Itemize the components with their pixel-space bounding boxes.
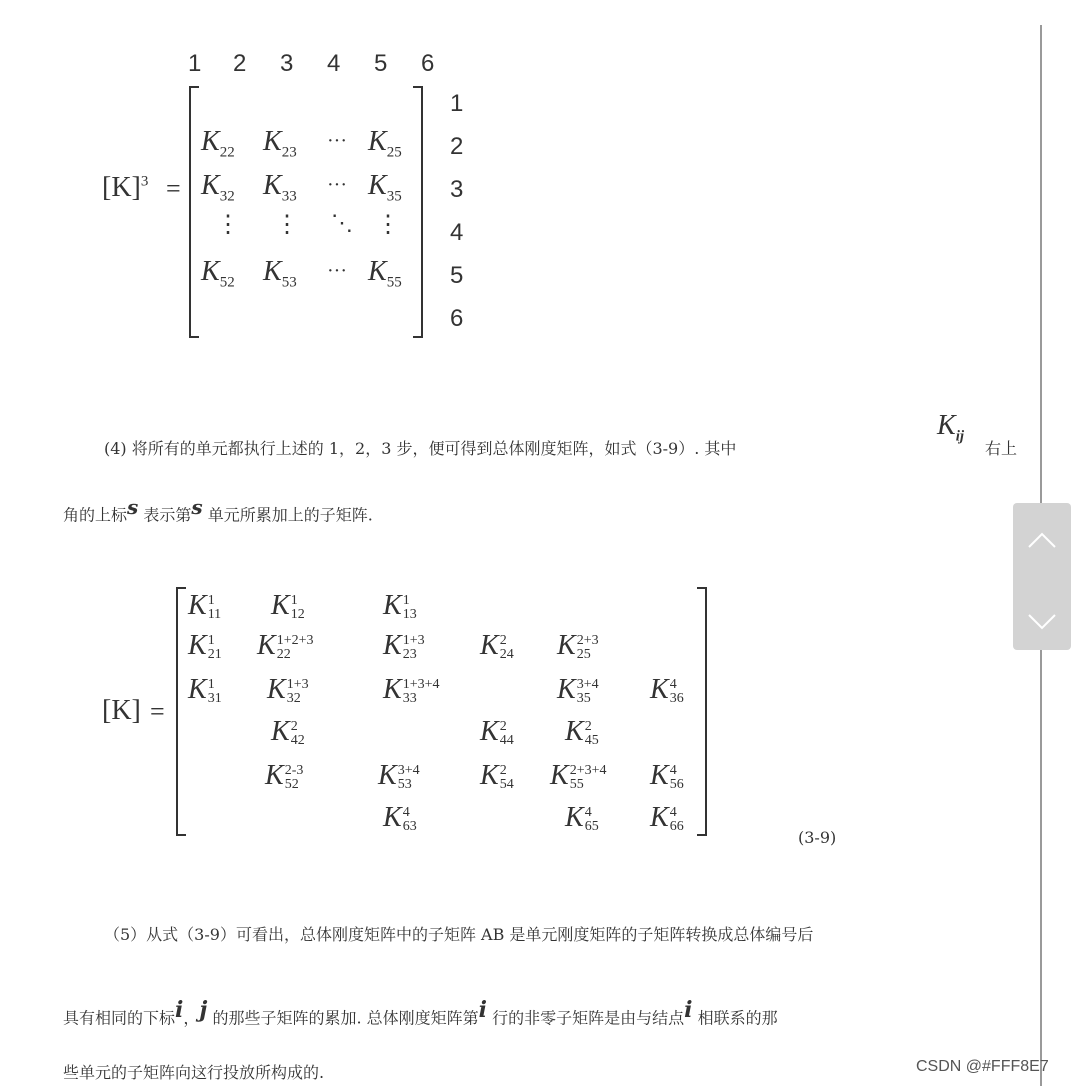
row-label: 5: [450, 262, 464, 289]
matrix-2-left-bracket: [176, 587, 186, 836]
para4-text-a: (4) 将所有的单元都执行上述的 1，2，3 步，便可得到总体刚度矩阵，如式（3-9）. 其中: [104, 439, 737, 458]
matrix-2-right-bracket: [697, 587, 707, 836]
kij-symbol: $K_{ij}$: [937, 410, 965, 445]
col-label: 5: [374, 50, 388, 77]
matrix-2-cell: K 1 12: [271, 590, 305, 622]
col-label: 6: [421, 50, 435, 77]
matrix-2-cell: K 2 44: [480, 716, 514, 748]
matrix-1-cell: $K_{33}$: [263, 170, 297, 205]
matrix-2-cell: K 2 24: [480, 630, 514, 662]
para4-text-b: 右上: [985, 439, 1018, 458]
matrix-2-cell: K 1+2+3 22: [257, 630, 314, 662]
matrix-2-cell: K 2-3 52: [265, 760, 304, 792]
matrix-2-cell: K 1+3+4 33: [383, 674, 440, 706]
matrix-2-lhs: [K]: [102, 695, 141, 726]
matrix-2-cell: K 4 56: [650, 760, 684, 792]
matrix-1-cell: $K_{25}$: [368, 126, 402, 161]
paragraph-5-line-2: 具有相同的下标$^i$，$^j$ 的那些子矩阵的累加. 总体刚度矩阵第$^i$ 行的非零子矩阵是由与结点$^i$ 相联系的那: [63, 997, 778, 1028]
row-label: 4: [450, 219, 464, 246]
matrix-2-cell: K 2+3+4 55: [550, 760, 607, 792]
row-label: 6: [450, 305, 464, 332]
matrix-1-cell: $K_{32}$: [201, 170, 235, 205]
paragraph-4-line-1: [104, 436, 736, 459]
matrix-2-cell: K 1+3 32: [267, 674, 309, 706]
matrix-2-cell: K 4 66: [650, 802, 684, 834]
matrix-1-cell: $K_{35}$: [368, 170, 402, 205]
matrix-2-cell: K 1 11: [188, 590, 222, 622]
matrix-1-cell: ⋱: [331, 210, 353, 235]
matrix-2-cell: K 2+3 25: [557, 630, 599, 662]
matrix-1-cell: ···: [327, 174, 347, 196]
col-label: 4: [327, 50, 341, 77]
matrix-2-cell: K 1 31: [188, 674, 222, 706]
matrix-2-cell: K 2 45: [565, 716, 599, 748]
matrix-2-cell: K 4 65: [565, 802, 599, 834]
matrix-1-cell: $K_{23}$: [263, 126, 297, 161]
matrix-1-cell: ⋮: [216, 212, 240, 238]
row-label: 2: [450, 133, 464, 160]
matrix-1-cell: $K_{53}$: [263, 256, 297, 291]
matrix-2-cell: K 4 36: [650, 674, 684, 706]
matrix-2-cell: K 2 54: [480, 760, 514, 792]
watermark: CSDN @#FFF8E7: [916, 1058, 1049, 1075]
matrix-1-cell: ···: [327, 130, 347, 152]
matrix-2-cell: K 1 13: [383, 590, 417, 622]
matrix-1-cell: $K_{55}$: [368, 256, 402, 291]
paragraph-4-line-2: 角的上标$^s$ 表示第$^s$ 单元所累加上的子矩阵.: [63, 495, 373, 525]
paragraph-5-line-1: （5）从式（3-9）可看出，总体刚度矩阵中的子矩阵 AB 是单元刚度矩阵的子矩阵转换成总体编号后: [104, 925, 814, 944]
matrix-1-cell: $K_{52}$: [201, 256, 235, 291]
row-label: 1: [450, 90, 464, 117]
col-label: 2: [233, 50, 247, 77]
matrix-1-lhs: [102, 172, 148, 204]
matrix-2-cell: K 4 63: [383, 802, 417, 834]
equals-sign: =: [166, 174, 181, 203]
matrix-2-cell: K 2 42: [271, 716, 305, 748]
col-label: 1: [188, 50, 202, 77]
chevron-down-icon[interactable]: [1027, 607, 1057, 637]
scroll-widget[interactable]: [1013, 503, 1071, 650]
matrix-2-cell: K 3+4 53: [378, 760, 420, 792]
equals-sign: =: [150, 697, 165, 726]
matrix-2-cell: K 1 21: [188, 630, 222, 662]
paragraph-5-line-3: 些单元的子矩阵向这行投放所构成的.: [63, 1063, 325, 1082]
col-label: 3: [280, 50, 294, 77]
matrix-2-cell: K 3+4 35: [557, 674, 599, 706]
matrix-1-cell: ⋮: [275, 212, 299, 238]
matrix-1-right-bracket: [413, 86, 423, 338]
chevron-up-icon[interactable]: [1027, 525, 1057, 555]
lhs-base: [K]: [102, 172, 141, 203]
matrix-2-cell: K 1+3 23: [383, 630, 425, 662]
matrix-1-cell: $K_{22}$: [201, 126, 235, 161]
equation-number: (3-9): [798, 828, 837, 847]
matrix-1-left-bracket: [189, 86, 199, 338]
row-label: 3: [450, 176, 464, 203]
matrix-1-cell: ···: [327, 260, 347, 282]
matrix-1-cell: ⋮: [376, 212, 400, 238]
lhs-sup: 3: [140, 173, 149, 190]
